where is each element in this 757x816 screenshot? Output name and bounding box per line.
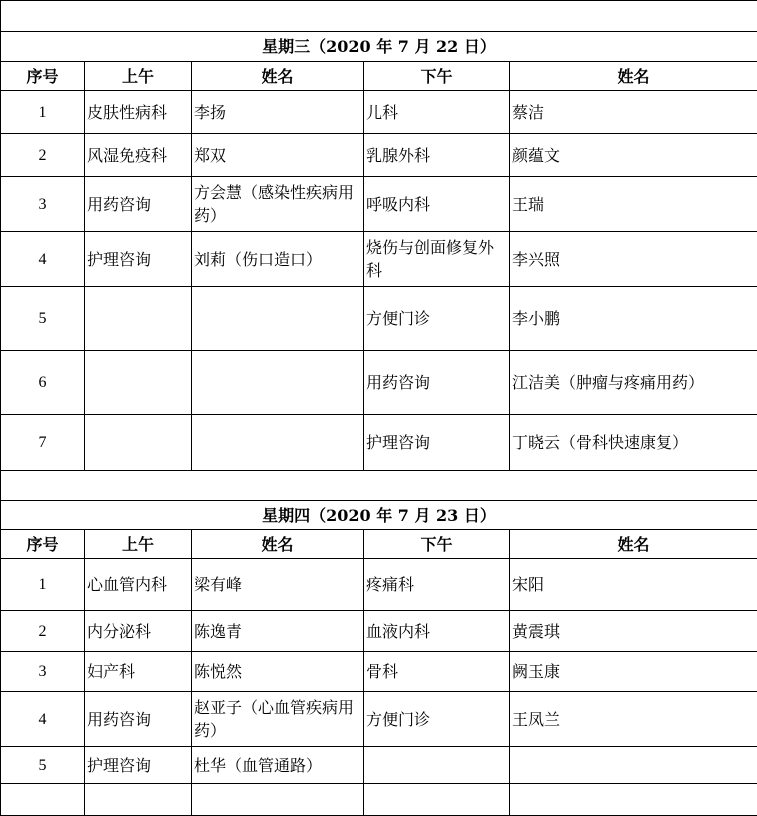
afternoon-doctor: 江洁美（肿瘤与疼痛用药） (510, 351, 757, 415)
row-index: 2 (1, 134, 85, 177)
afternoon-department: 骨科 (364, 652, 510, 692)
blank-row (1, 471, 757, 501)
afternoon-doctor (510, 747, 757, 784)
afternoon-department: 方便门诊 (364, 692, 510, 747)
header-row (1, 62, 757, 91)
morning-doctor: 郑双 (192, 134, 364, 177)
afternoon-department: 方便门诊 (364, 287, 510, 351)
morning-department: 护理咨询 (85, 747, 192, 784)
afternoon-doctor: 王凤兰 (510, 692, 757, 747)
header-name: 姓名 (192, 62, 364, 91)
afternoon-department: 用药咨询 (364, 351, 510, 415)
afternoon-department: 疼痛科 (364, 559, 510, 611)
row-index: 5 (1, 747, 85, 784)
afternoon-department: 护理咨询 (364, 415, 510, 471)
row-index: 2 (1, 611, 85, 652)
morning-doctor: 杜华（血管通路） (192, 747, 364, 784)
morning-doctor: 李扬 (192, 91, 364, 134)
blank-cell (510, 784, 757, 816)
morning-department: 内分泌科 (85, 611, 192, 652)
morning-department: 风湿免疫科 (85, 134, 192, 177)
afternoon-doctor: 宋阳 (510, 559, 757, 611)
morning-department: 妇产科 (85, 652, 192, 692)
header-morning: 上午 (85, 62, 192, 91)
table-row (1, 287, 757, 351)
day-title-wednesday: 星期三（2020 年 7 月 22 日） (1, 32, 757, 62)
morning-doctor: 刘莉（伤口造口） (192, 232, 364, 287)
blank-cell (364, 784, 510, 816)
row-index: 4 (1, 692, 85, 747)
morning-department: 用药咨询 (85, 177, 192, 232)
blank-row (1, 1, 757, 32)
table-row (1, 652, 757, 692)
table-row (1, 177, 757, 232)
day-title-row (1, 501, 757, 530)
table-row (1, 559, 757, 611)
afternoon-department: 乳腺外科 (364, 134, 510, 177)
table-row (1, 134, 757, 177)
morning-department: 皮肤性病科 (85, 91, 192, 134)
morning-department (85, 415, 192, 471)
afternoon-department (364, 747, 510, 784)
row-index: 6 (1, 351, 85, 415)
table-row (1, 351, 757, 415)
morning-doctor: 梁有峰 (192, 559, 364, 611)
header-afternoon: 下午 (364, 62, 510, 91)
blank-row (1, 784, 757, 816)
morning-doctor: 陈悦然 (192, 652, 364, 692)
header-index: 序号 (1, 62, 85, 91)
table-row (1, 91, 757, 134)
day-title-row (1, 32, 757, 62)
morning-department (85, 351, 192, 415)
afternoon-department: 儿科 (364, 91, 510, 134)
table-row (1, 692, 757, 747)
row-index: 3 (1, 177, 85, 232)
day-title-thursday: 星期四（2020 年 7 月 23 日） (1, 501, 757, 530)
afternoon-doctor: 黄震琪 (510, 611, 757, 652)
row-index: 3 (1, 652, 85, 692)
row-index: 4 (1, 232, 85, 287)
morning-department: 护理咨询 (85, 232, 192, 287)
afternoon-doctor: 蔡洁 (510, 91, 757, 134)
morning-doctor: 赵亚子（心血管疾病用药） (192, 692, 364, 747)
header-name: 姓名 (510, 62, 757, 91)
header-afternoon: 下午 (364, 530, 510, 559)
morning-doctor: 方会慧（感染性疾病用药） (192, 177, 364, 232)
afternoon-department: 烧伤与创面修复外科 (364, 232, 510, 287)
morning-doctor (192, 351, 364, 415)
row-index: 1 (1, 91, 85, 134)
morning-department: 心血管内科 (85, 559, 192, 611)
row-index: 5 (1, 287, 85, 351)
table-row (1, 747, 757, 784)
header-morning: 上午 (85, 530, 192, 559)
afternoon-doctor: 阙玉康 (510, 652, 757, 692)
afternoon-doctor: 丁晓云（骨科快速康复） (510, 415, 757, 471)
blank-cell (85, 784, 192, 816)
table-row (1, 232, 757, 287)
table-row (1, 611, 757, 652)
blank-cell (192, 784, 364, 816)
afternoon-doctor: 李兴照 (510, 232, 757, 287)
row-index: 1 (1, 559, 85, 611)
header-name: 姓名 (510, 530, 757, 559)
header-name: 姓名 (192, 530, 364, 559)
blank-cell (1, 1, 757, 32)
morning-doctor (192, 287, 364, 351)
afternoon-department: 呼吸内科 (364, 177, 510, 232)
blank-cell (1, 784, 85, 816)
header-row (1, 530, 757, 559)
header-index: 序号 (1, 530, 85, 559)
afternoon-department: 血液内科 (364, 611, 510, 652)
morning-doctor (192, 415, 364, 471)
afternoon-doctor: 李小鹏 (510, 287, 757, 351)
morning-doctor: 陈逸青 (192, 611, 364, 652)
afternoon-doctor: 颜蕴文 (510, 134, 757, 177)
table-row (1, 415, 757, 471)
morning-department (85, 287, 192, 351)
row-index: 7 (1, 415, 85, 471)
blank-cell (1, 471, 757, 501)
afternoon-doctor: 王瑞 (510, 177, 757, 232)
morning-department: 用药咨询 (85, 692, 192, 747)
